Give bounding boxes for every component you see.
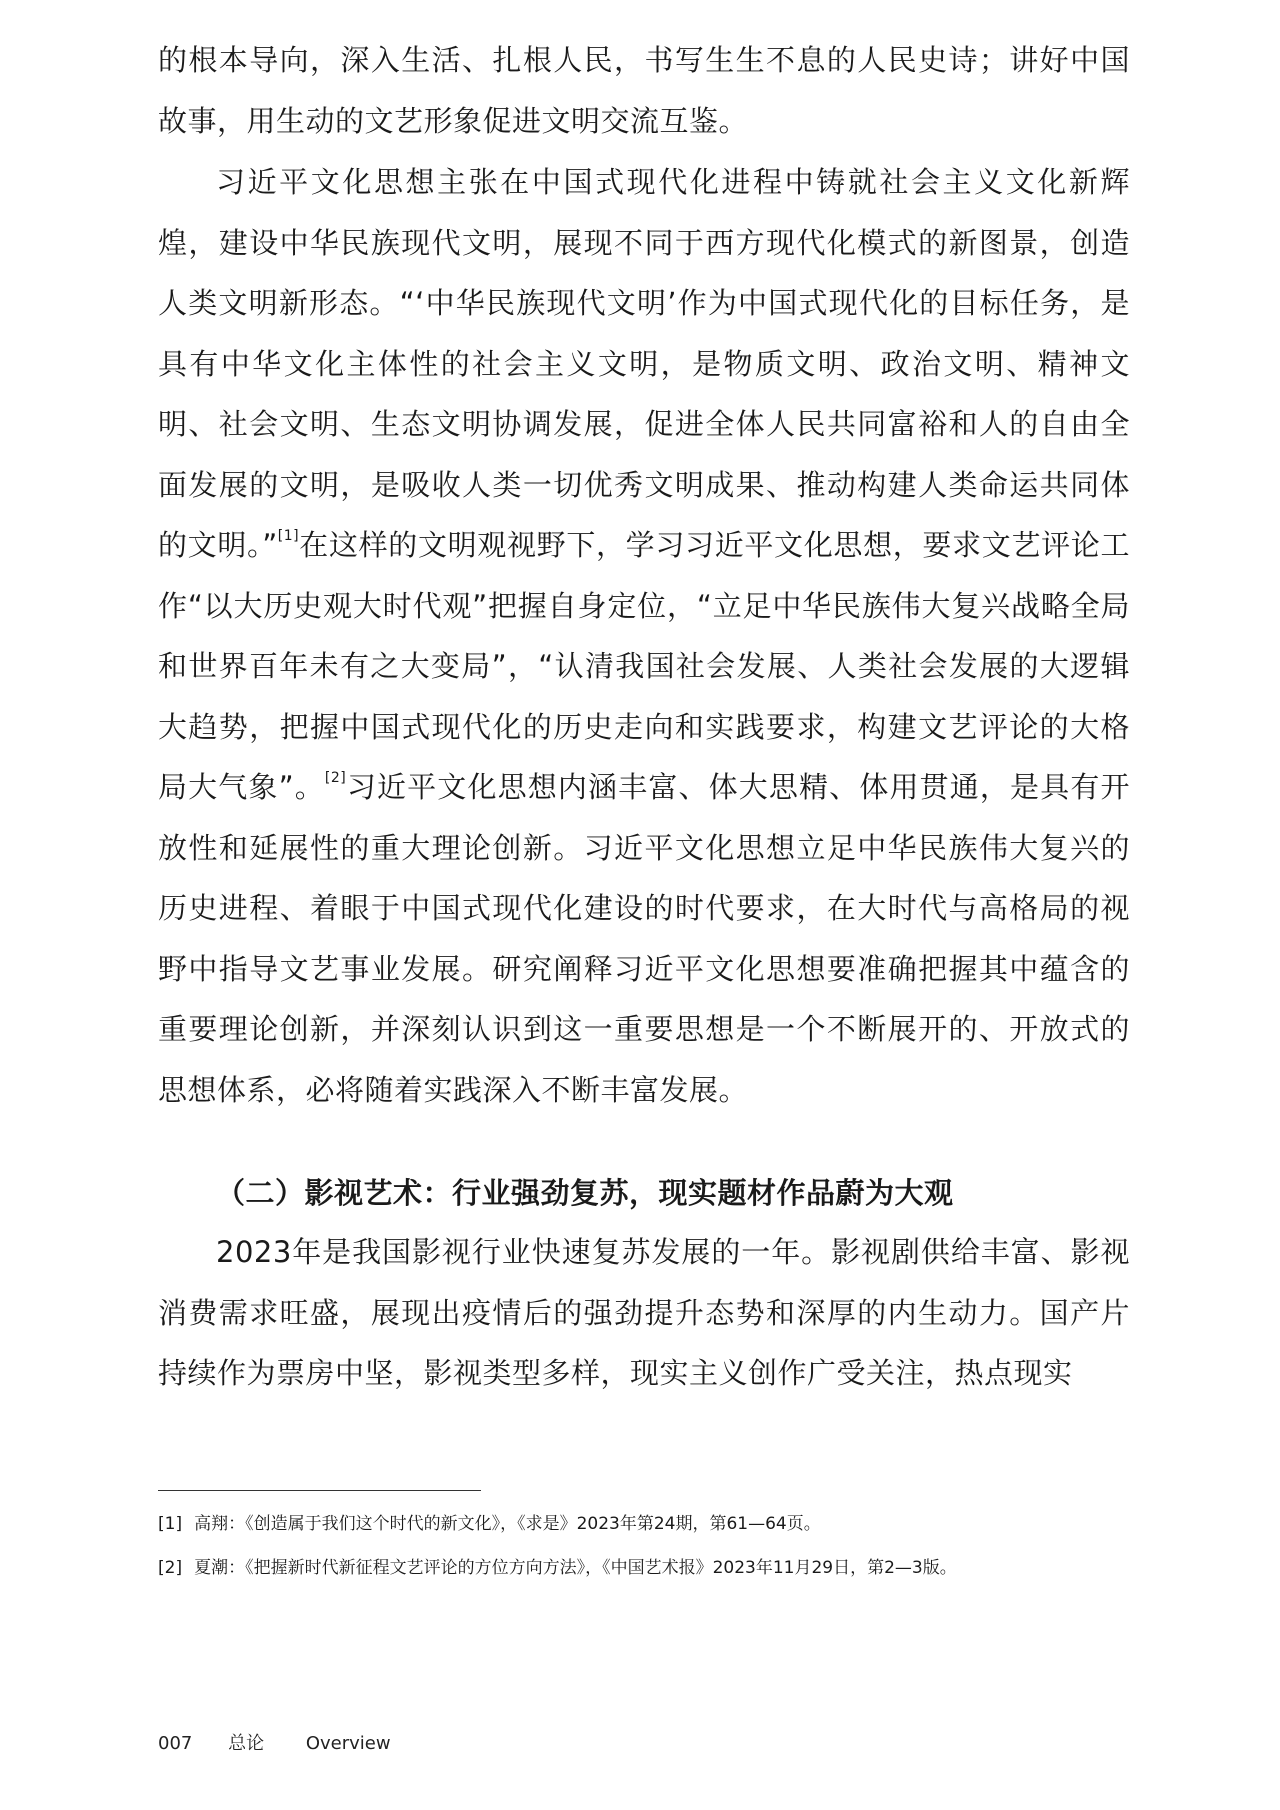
paragraph-film-industry xyxy=(158,1222,1130,1404)
footnote-text: 夏潮：《把握新时代新征程文艺评论的方位方向方法》，《中国艺术报》2023年11月29日，第2—3版。 xyxy=(194,1558,957,1578)
footnote-1 xyxy=(158,1502,1148,1546)
footnote-divider xyxy=(158,1490,481,1491)
section-name-cn: 总论 xyxy=(228,1733,265,1754)
paragraph-civilization xyxy=(158,152,1130,1120)
footnote-ref-2[interactable]: [2] xyxy=(324,770,347,786)
paragraph-text: 的根本导向，深入生活、扎根人民，书写生生不息的人民史诗；讲好中国故事，用生动的文艺形象促进文明交流互鉴。 xyxy=(158,43,1130,138)
footnote-ref-1[interactable]: [1] xyxy=(277,528,300,544)
footnotes xyxy=(158,1502,1148,1590)
footnote-number: [2] xyxy=(158,1558,183,1578)
footnote-text: 高翔：《创造属于我们这个时代的新文化》，《求是》2023年第24期，第61—64页。 xyxy=(194,1514,821,1534)
paragraph-text-part2: 在这样的文明观视野下，学习习近平文化思想，要求文艺评论工作“以大历史观大时代观”把握自身定位，“立足中华民族伟大复兴战略全局和世界百年未有之大变局”，“认清我国社会发展、人类社会发展的大逻辑大趋势，把握中国式现代化的历史走向和实践要求，构建文艺评论的大格局大气象”。 xyxy=(158,528,1130,804)
page-footer xyxy=(158,1732,391,1756)
page-number: 007 xyxy=(158,1733,193,1754)
footnote-2 xyxy=(158,1546,1148,1590)
paragraph-text-part3: 习近平文化思想内涵丰富、体大思精、体用贯通，是具有开放性和延展性的重大理论创新。习近平文化思想立足中华民族伟大复兴的历史进程、着眼于中国式现代化建设的时代要求，在大时代与高格局的视野中指导文艺事业发展。研究阐释习近平文化思想要准确把握其中蕴含的重要理论创新，并深刻认识到这一重要思想是一个不断展开的、开放式的思想体系，必将随着实践深入不断丰富发展。 xyxy=(158,770,1130,1107)
paragraph-text-part1: 习近平文化思想主张在中国式现代化进程中铸就社会主义文化新辉煌，建设中华民族现代文明，展现不同于西方现代化模式的新图景，创造人类文明新形态。“‘中华民族现代文明’作为中国式现代化的目标任务，是具有中华文化主体性的社会主义文明，是物质文明、政治文明、精神文明、社会文明、生态文明协调发展，促进全体人民共同富裕和人的自由全面发展的文明，是吸收人类一切优秀文明成果、推动构建人类命运共同体的文明。” xyxy=(158,165,1130,562)
paragraph-continuation xyxy=(158,30,1130,151)
section-name-en: Overview xyxy=(305,1733,391,1754)
footnote-number: [1] xyxy=(158,1514,183,1534)
paragraph-text: 2023年是我国影视行业快速复苏发展的一年。影视剧供给丰富、影视消费需求旺盛，展现出疫情后的强劲提升态势和深厚的内生动力。国产片持续作为票房中坚，影视类型多样，现实主义创作广受关注，热点现实 xyxy=(158,1235,1130,1390)
section-heading: （二）影视艺术：行业强劲复苏，现实题材作品蔚为大观 xyxy=(216,1176,954,1210)
